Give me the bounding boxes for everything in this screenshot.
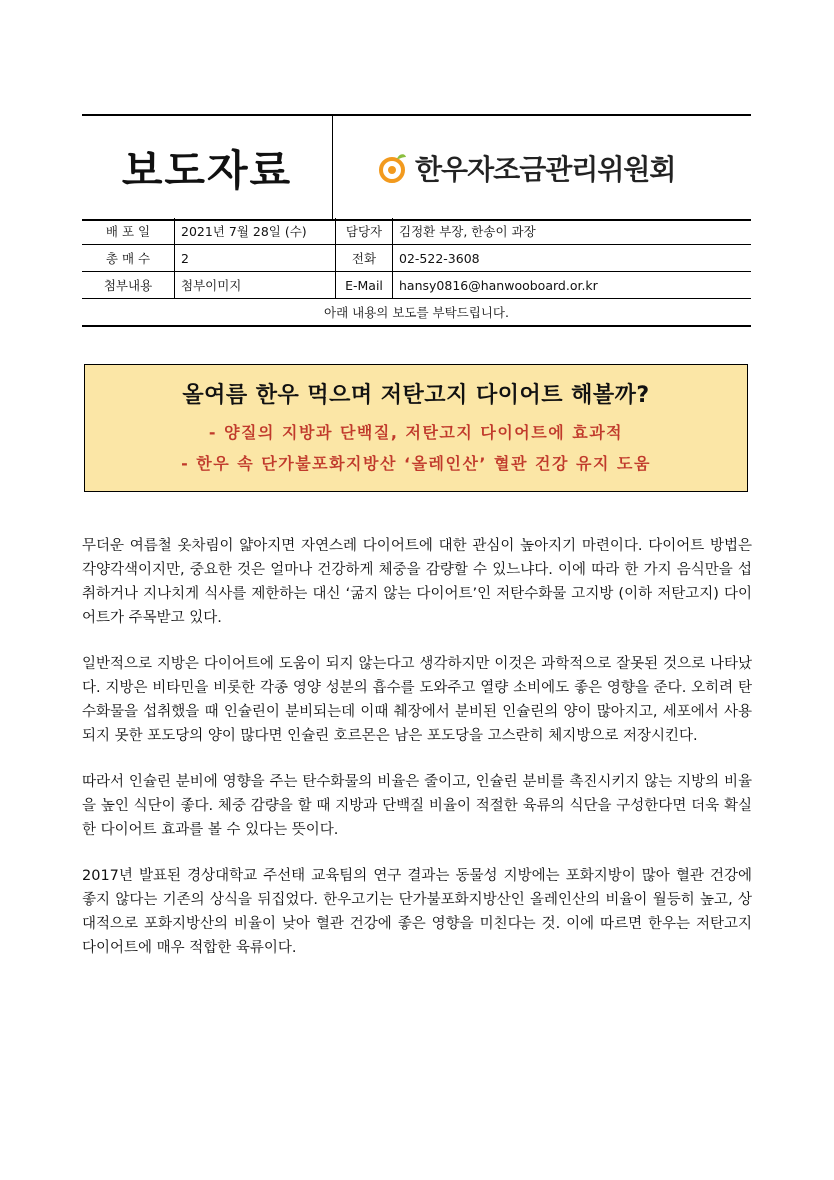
logo-cell bbox=[333, 115, 752, 220]
info-row bbox=[82, 272, 751, 299]
org-name: 한우자조금관리위원회 bbox=[415, 152, 676, 186]
header-table bbox=[82, 114, 751, 221]
headline-subtitle-1: - 양질의 지방과 단백질, 저탄고지 다이어트에 효과적 bbox=[208, 423, 624, 442]
info-table bbox=[82, 218, 751, 327]
headline-subtitle-2: - 한우 속 단가불포화지방산 ‘올레인산’ 혈관 건강 유지 도움 bbox=[181, 454, 651, 473]
paragraph: 일반적으로 지방은 다이어트에 도움이 되지 않는다고 생각하지만 이것은 과학적으로 잘못된 것으로 나타났다. 지방은 비타민을 비롯한 각종 영양 성분의 흡수를 도와주고 열량 소비에도 좋은 영향을 준다. 오히려 탄수화물을 섭취했을 때 인슐린이 분비되는데 이때 췌장에서 분비된 인슐린의 양이 많아지고, 세포에서 사용되지 못한 포도당의 양이 많다면 인슐린 호르몬은 남은 포도당을 고스란히 체지방으로 저장시킨다. bbox=[82, 656, 752, 744]
headline-title: 올여름 한우 먹으며 저탄고지 다이어트 해볼까? bbox=[182, 383, 650, 408]
article-body bbox=[82, 534, 752, 982]
page-count-value: 2 bbox=[175, 245, 336, 272]
paragraph: 2017년 발표된 경상대학교 주선태 교육팀의 연구 결과는 동물성 지방에는 포화지방이 많아 혈관 건강에 좋지 않다는 기존의 상식을 뒤집었다. 한우고기는 단가불포화지방산인 올레인산의 비율이 월등히 높고, 상대적으로 포화지방산의 비율이 낮아 혈관 건강에 좋은 영향을 미친다는 것. 이에 따르면 한우는 저탄고지 다이어트에 매우 적합한 육류이다. bbox=[82, 868, 752, 956]
paragraph: 따라서 인슐린 분비에 영향을 주는 탄수화물의 비율은 줄이고, 인슐린 분비를 촉진시키지 않는 지방의 비율을 높인 식단이 좋다. 체중 감량을 할 때 지방과 단백질 비율이 적절한 육류의 식단을 구성한다면 더욱 확실한 다이어트 효과를 볼 수 있다는 뜻이다. bbox=[82, 774, 752, 838]
headline-box bbox=[84, 364, 748, 492]
contact-value: 김정환 부장, 한송이 과장 bbox=[393, 218, 752, 245]
attachment-value: 첨부이미지 bbox=[175, 272, 336, 299]
request-note: 아래 내용의 보도를 부탁드립니다. bbox=[82, 299, 751, 327]
release-date-label: 배 포 일 bbox=[82, 218, 175, 245]
paragraph: 무더운 여름철 옷차림이 얇아지면 자연스레 다이어트에 대한 관심이 높아지기 마련이다. 다이어트 방법은 각양각색이지만, 중요한 것은 얼마나 건강하게 체중을 감량할 수 있느냐다. 이에 따라 한 가지 음식만을 섭취하거나 지나치게 식사를 제한하는 대신 ‘굶지 않는 다이어트’인 저탄수화물 고지방 (이하 저탄고지) 다이어트가 주목받고 있다. bbox=[82, 538, 752, 626]
release-date-value: 2021년 7월 28일 (수) bbox=[175, 218, 336, 245]
page-title: 보도자료 bbox=[82, 115, 333, 220]
email-label: E-Mail bbox=[336, 272, 393, 299]
info-row bbox=[82, 245, 751, 272]
hanwoo-logo-icon bbox=[375, 151, 409, 185]
phone-label: 전화 bbox=[336, 245, 393, 272]
email-value[interactable]: hansy0816@hanwooboard.or.kr bbox=[393, 272, 752, 299]
note-row bbox=[82, 299, 751, 327]
org-logo bbox=[375, 148, 750, 188]
phone-value: 02-522-3608 bbox=[393, 245, 752, 272]
attachment-label: 첨부내용 bbox=[82, 272, 175, 299]
info-row bbox=[82, 218, 751, 245]
contact-label: 담당자 bbox=[336, 218, 393, 245]
page-count-label: 총 매 수 bbox=[82, 245, 175, 272]
